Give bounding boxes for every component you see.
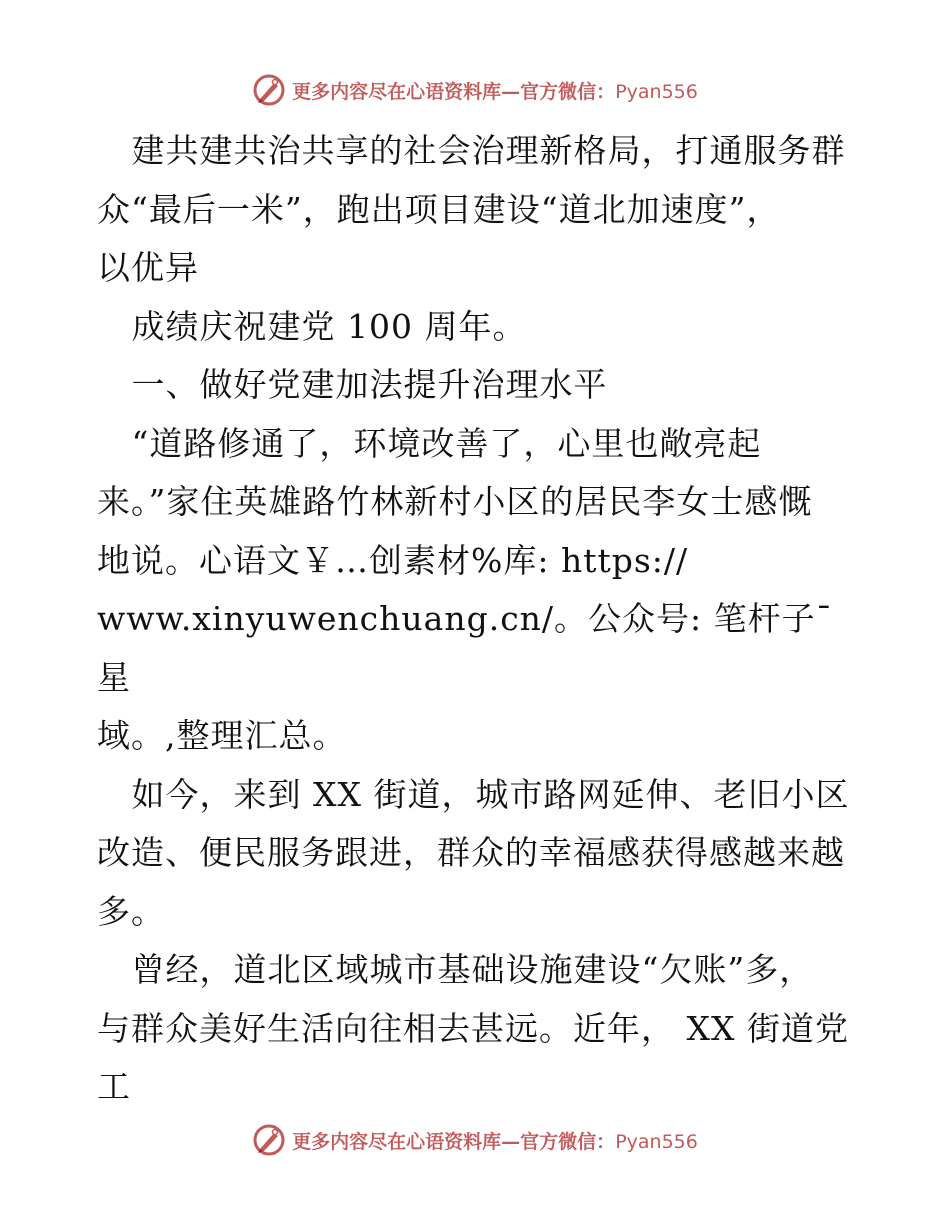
text-line: 曾经，道北区域城市基础设施建设“欠账”多，: [97, 950, 814, 989]
text-line: 以优异: [97, 248, 199, 287]
text-line: 域。,整理汇总。: [97, 716, 347, 755]
header-banner-text: [292, 77, 698, 104]
text-line: 众“最后一米”，跑出项目建设“道北加速度”，: [97, 189, 781, 229]
document-body: [97, 122, 853, 1117]
header-banner-separator: —: [501, 80, 521, 103]
text-line: 一、做好党建加法提升治理水平: [97, 365, 608, 404]
text-line: 多。: [97, 891, 165, 931]
footer-banner-title: 更多内容尽在心语资料库: [292, 1130, 502, 1153]
pen-logo-icon: [252, 73, 286, 107]
text-line: 如今，来到 XX 街道，城市路网延伸、老旧小区: [97, 774, 850, 814]
footer-banner-official: 官方微信：: [520, 1130, 616, 1153]
text-line: 工: [97, 1067, 131, 1106]
footer-banner-separator: —: [501, 1130, 521, 1153]
text-line: 与群众美好生活向往相去甚远。近年， XX 街道党: [97, 1008, 849, 1048]
text-line: 来。”家住英雄路竹林新村小区的居民李女士感慨: [97, 482, 813, 521]
text-line: 建共建共治共享的社会治理新格局，打通服务群: [97, 131, 846, 170]
header-banner-title: 更多内容尽在心语资料库: [292, 80, 502, 103]
header-banner-id: Pyan556: [615, 80, 698, 103]
footer-banner: [0, 1120, 950, 1160]
text-line: 改造、便民服务跟进，群众的幸福感获得感越来越: [97, 833, 845, 872]
pen-logo-icon: [252, 1123, 286, 1157]
text-line: www.xinyuwenchuang.cn/。公众号: 笔杆子¯星: [97, 599, 834, 697]
text-line: 成绩庆祝建党 100 周年。: [97, 306, 527, 346]
text-line: “道路修通了，环境改善了，心里也敞亮起: [97, 423, 762, 463]
header-banner: [0, 70, 950, 110]
footer-banner-id: Pyan556: [615, 1130, 698, 1153]
text-line: 地说。心语文￥…创素材%库: https://: [97, 540, 689, 580]
header-banner-official: 官方微信：: [520, 80, 616, 103]
footer-banner-text: [292, 1127, 698, 1154]
